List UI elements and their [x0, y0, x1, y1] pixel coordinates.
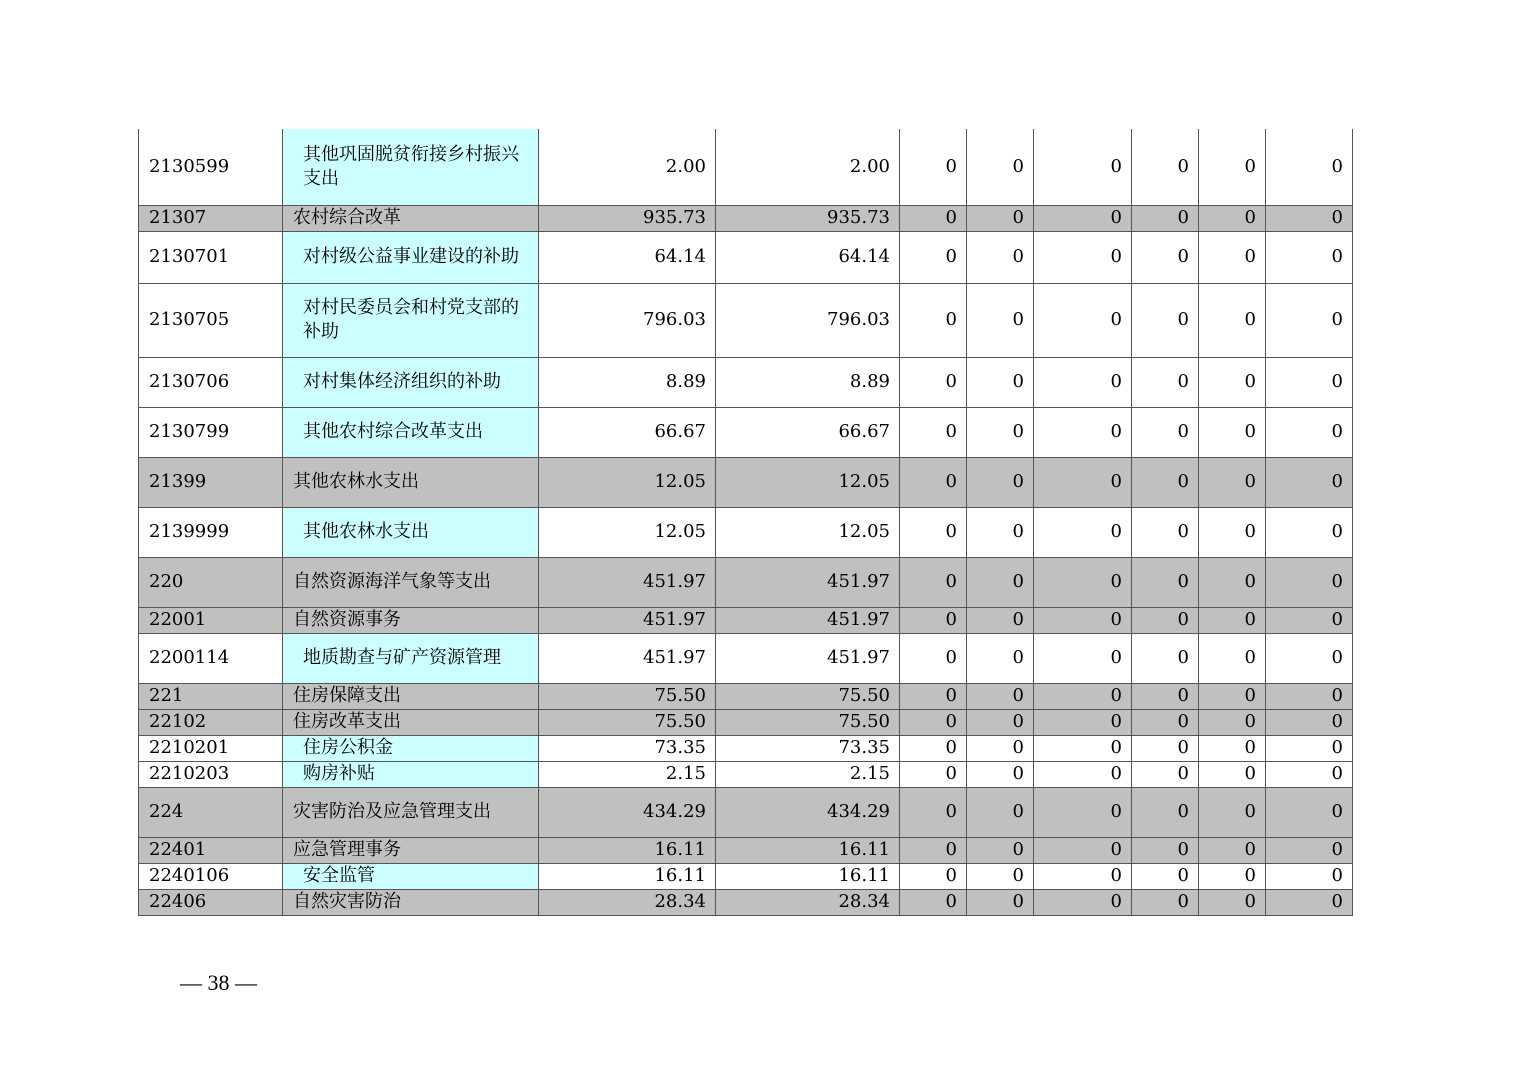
amount-cell: 12.05: [539, 507, 716, 557]
value-cell: 0: [1132, 231, 1199, 283]
name-cell: 农村综合改革: [283, 205, 539, 231]
value-cell: 0: [1266, 889, 1353, 915]
category-row: [139, 889, 1353, 915]
code-cell: 2130599: [139, 129, 283, 205]
amount-cell: 16.11: [539, 863, 716, 889]
code-cell: 21399: [139, 457, 283, 507]
value-cell: 0: [1266, 863, 1353, 889]
value-cell: 0: [900, 457, 967, 507]
name-cell: 自然资源海洋气象等支出: [283, 557, 539, 607]
item-row: [139, 633, 1353, 683]
name-cell: 住房公积金: [283, 735, 539, 761]
name-cell: 对村民委员会和村党支部的补助: [283, 283, 539, 357]
value-cell: 0: [967, 633, 1034, 683]
category-row: [139, 205, 1353, 231]
value-cell: 0: [1266, 787, 1353, 837]
general-budget-cell: 73.35: [716, 735, 900, 761]
value-cell: 0: [967, 683, 1034, 709]
value-cell: 0: [1132, 283, 1199, 357]
general-budget-cell: 66.67: [716, 407, 900, 457]
name-cell: 购房补贴: [283, 761, 539, 787]
value-cell: 0: [900, 557, 967, 607]
code-cell: 2210201: [139, 735, 283, 761]
value-cell: 0: [900, 205, 967, 231]
code-cell: 22001: [139, 607, 283, 633]
value-cell: 0: [1199, 633, 1266, 683]
value-cell: 0: [1199, 863, 1266, 889]
value-cell: 0: [900, 129, 967, 205]
value-cell: 0: [967, 787, 1034, 837]
value-cell: 0: [1034, 407, 1132, 457]
amount-cell: 16.11: [539, 837, 716, 863]
value-cell: 0: [1132, 633, 1199, 683]
value-cell: 0: [967, 457, 1034, 507]
name-cell: 对村集体经济组织的补助: [283, 357, 539, 407]
value-cell: 0: [967, 357, 1034, 407]
name-cell: 住房保障支出: [283, 683, 539, 709]
value-cell: 0: [1266, 507, 1353, 557]
code-cell: 2130701: [139, 231, 283, 283]
general-budget-cell: 12.05: [716, 507, 900, 557]
name-cell: 对村级公益事业建设的补助: [283, 231, 539, 283]
item-row: [139, 761, 1353, 787]
value-cell: 0: [900, 735, 967, 761]
item-row: [139, 507, 1353, 557]
value-cell: 0: [1132, 205, 1199, 231]
value-cell: 0: [1132, 761, 1199, 787]
general-budget-cell: 451.97: [716, 607, 900, 633]
amount-cell: 66.67: [539, 407, 716, 457]
value-cell: 0: [1034, 889, 1132, 915]
value-cell: 0: [1266, 129, 1353, 205]
value-cell: 0: [1132, 407, 1199, 457]
general-budget-cell: 75.50: [716, 709, 900, 735]
general-budget-cell: 28.34: [716, 889, 900, 915]
general-budget-cell: 75.50: [716, 683, 900, 709]
value-cell: 0: [1199, 889, 1266, 915]
value-cell: 0: [1199, 283, 1266, 357]
value-cell: 0: [1132, 357, 1199, 407]
value-cell: 0: [1266, 407, 1353, 457]
value-cell: 0: [900, 889, 967, 915]
value-cell: 0: [967, 607, 1034, 633]
value-cell: 0: [1132, 787, 1199, 837]
value-cell: 0: [1034, 457, 1132, 507]
value-cell: 0: [1266, 607, 1353, 633]
amount-cell: 28.34: [539, 889, 716, 915]
category-row: [139, 607, 1353, 633]
name-cell: 地质勘查与矿产资源管理: [283, 633, 539, 683]
code-cell: 2210203: [139, 761, 283, 787]
name-cell: 安全监管: [283, 863, 539, 889]
general-budget-cell: 8.89: [716, 357, 900, 407]
value-cell: 0: [1266, 709, 1353, 735]
name-cell: 自然资源事务: [283, 607, 539, 633]
value-cell: 0: [1266, 735, 1353, 761]
value-cell: 0: [1034, 761, 1132, 787]
name-cell: 应急管理事务: [283, 837, 539, 863]
value-cell: 0: [1132, 507, 1199, 557]
value-cell: 0: [967, 557, 1034, 607]
item-row: [139, 129, 1353, 205]
value-cell: 0: [1199, 837, 1266, 863]
value-cell: 0: [1132, 889, 1199, 915]
amount-cell: 451.97: [539, 607, 716, 633]
value-cell: 0: [1266, 633, 1353, 683]
name-cell: 其他农林水支出: [283, 507, 539, 557]
value-cell: 0: [900, 709, 967, 735]
amount-cell: 75.50: [539, 709, 716, 735]
value-cell: 0: [967, 761, 1034, 787]
value-cell: 0: [1034, 863, 1132, 889]
value-cell: 0: [1266, 231, 1353, 283]
value-cell: 0: [1132, 129, 1199, 205]
value-cell: 0: [1034, 283, 1132, 357]
name-cell: 其他农村综合改革支出: [283, 407, 539, 457]
value-cell: 0: [1132, 837, 1199, 863]
value-cell: 0: [1034, 357, 1132, 407]
value-cell: 0: [967, 507, 1034, 557]
value-cell: 0: [1266, 837, 1353, 863]
value-cell: 0: [1034, 683, 1132, 709]
value-cell: 0: [1034, 557, 1132, 607]
value-cell: 0: [1034, 507, 1132, 557]
item-row: [139, 231, 1353, 283]
value-cell: 0: [900, 683, 967, 709]
code-cell: 22401: [139, 837, 283, 863]
code-cell: 2240106: [139, 863, 283, 889]
value-cell: 0: [1266, 205, 1353, 231]
value-cell: 0: [900, 837, 967, 863]
value-cell: 0: [900, 283, 967, 357]
value-cell: 0: [1266, 557, 1353, 607]
general-budget-cell: 434.29: [716, 787, 900, 837]
value-cell: 0: [1199, 457, 1266, 507]
value-cell: 0: [967, 889, 1034, 915]
value-cell: 0: [967, 709, 1034, 735]
code-cell: 2130705: [139, 283, 283, 357]
category-row: [139, 787, 1353, 837]
value-cell: 0: [967, 407, 1034, 457]
amount-cell: 434.29: [539, 787, 716, 837]
amount-cell: 796.03: [539, 283, 716, 357]
value-cell: 0: [967, 863, 1034, 889]
value-cell: 0: [1266, 357, 1353, 407]
category-row: [139, 683, 1353, 709]
category-row: [139, 837, 1353, 863]
value-cell: 0: [1266, 457, 1353, 507]
general-budget-cell: 2.15: [716, 761, 900, 787]
value-cell: 0: [1034, 709, 1132, 735]
general-budget-cell: 12.05: [716, 457, 900, 507]
value-cell: 0: [1034, 129, 1132, 205]
value-cell: 0: [1199, 129, 1266, 205]
amount-cell: 75.50: [539, 683, 716, 709]
general-budget-cell: 16.11: [716, 837, 900, 863]
value-cell: 0: [1034, 231, 1132, 283]
code-cell: 2130799: [139, 407, 283, 457]
value-cell: 0: [1132, 735, 1199, 761]
general-budget-cell: 16.11: [716, 863, 900, 889]
value-cell: 0: [1199, 607, 1266, 633]
budget-table: [138, 129, 1353, 916]
value-cell: 0: [1266, 683, 1353, 709]
value-cell: 0: [967, 283, 1034, 357]
value-cell: 0: [1034, 633, 1132, 683]
value-cell: 0: [1132, 607, 1199, 633]
general-budget-cell: 796.03: [716, 283, 900, 357]
value-cell: 0: [1266, 761, 1353, 787]
code-cell: 22102: [139, 709, 283, 735]
value-cell: 0: [1132, 557, 1199, 607]
item-row: [139, 283, 1353, 357]
name-cell: 住房改革支出: [283, 709, 539, 735]
category-row: [139, 709, 1353, 735]
value-cell: 0: [1199, 205, 1266, 231]
item-row: [139, 407, 1353, 457]
code-cell: 2139999: [139, 507, 283, 557]
value-cell: 0: [1132, 683, 1199, 709]
general-budget-cell: 935.73: [716, 205, 900, 231]
category-row: [139, 557, 1353, 607]
value-cell: 0: [900, 357, 967, 407]
value-cell: 0: [1199, 683, 1266, 709]
general-budget-cell: 64.14: [716, 231, 900, 283]
value-cell: 0: [900, 231, 967, 283]
value-cell: 0: [1132, 709, 1199, 735]
item-row: [139, 735, 1353, 761]
code-cell: 21307: [139, 205, 283, 231]
value-cell: 0: [1132, 457, 1199, 507]
code-cell: 22406: [139, 889, 283, 915]
code-cell: 2130706: [139, 357, 283, 407]
general-budget-cell: 2.00: [716, 129, 900, 205]
value-cell: 0: [900, 607, 967, 633]
value-cell: 0: [1199, 557, 1266, 607]
amount-cell: 8.89: [539, 357, 716, 407]
code-cell: 2200114: [139, 633, 283, 683]
value-cell: 0: [1034, 607, 1132, 633]
category-row: [139, 457, 1353, 507]
value-cell: 0: [1199, 507, 1266, 557]
amount-cell: 73.35: [539, 735, 716, 761]
value-cell: 0: [1199, 231, 1266, 283]
value-cell: 0: [1034, 837, 1132, 863]
amount-cell: 12.05: [539, 457, 716, 507]
value-cell: 0: [1034, 735, 1132, 761]
amount-cell: 2.15: [539, 761, 716, 787]
value-cell: 0: [1266, 283, 1353, 357]
value-cell: 0: [900, 761, 967, 787]
page-number: — 38 —: [180, 970, 257, 995]
general-budget-cell: 451.97: [716, 633, 900, 683]
value-cell: 0: [1199, 357, 1266, 407]
value-cell: 0: [1034, 205, 1132, 231]
value-cell: 0: [967, 735, 1034, 761]
value-cell: 0: [900, 863, 967, 889]
value-cell: 0: [1199, 407, 1266, 457]
value-cell: 0: [900, 633, 967, 683]
name-cell: 自然灾害防治: [283, 889, 539, 915]
value-cell: 0: [967, 231, 1034, 283]
value-cell: 0: [1034, 787, 1132, 837]
code-cell: 221: [139, 683, 283, 709]
value-cell: 0: [967, 129, 1034, 205]
code-cell: 224: [139, 787, 283, 837]
value-cell: 0: [1199, 709, 1266, 735]
value-cell: 0: [1199, 761, 1266, 787]
value-cell: 0: [967, 205, 1034, 231]
name-cell: 灾害防治及应急管理支出: [283, 787, 539, 837]
value-cell: 0: [900, 787, 967, 837]
item-row: [139, 863, 1353, 889]
code-cell: 220: [139, 557, 283, 607]
value-cell: 0: [967, 837, 1034, 863]
value-cell: 0: [1199, 787, 1266, 837]
name-cell: 其他巩固脱贫衔接乡村振兴支出: [283, 129, 539, 205]
value-cell: 0: [900, 507, 967, 557]
amount-cell: 451.97: [539, 557, 716, 607]
amount-cell: 451.97: [539, 633, 716, 683]
amount-cell: 64.14: [539, 231, 716, 283]
value-cell: 0: [1199, 735, 1266, 761]
name-cell: 其他农林水支出: [283, 457, 539, 507]
amount-cell: 935.73: [539, 205, 716, 231]
amount-cell: 2.00: [539, 129, 716, 205]
item-row: [139, 357, 1353, 407]
value-cell: 0: [900, 407, 967, 457]
value-cell: 0: [1132, 863, 1199, 889]
general-budget-cell: 451.97: [716, 557, 900, 607]
